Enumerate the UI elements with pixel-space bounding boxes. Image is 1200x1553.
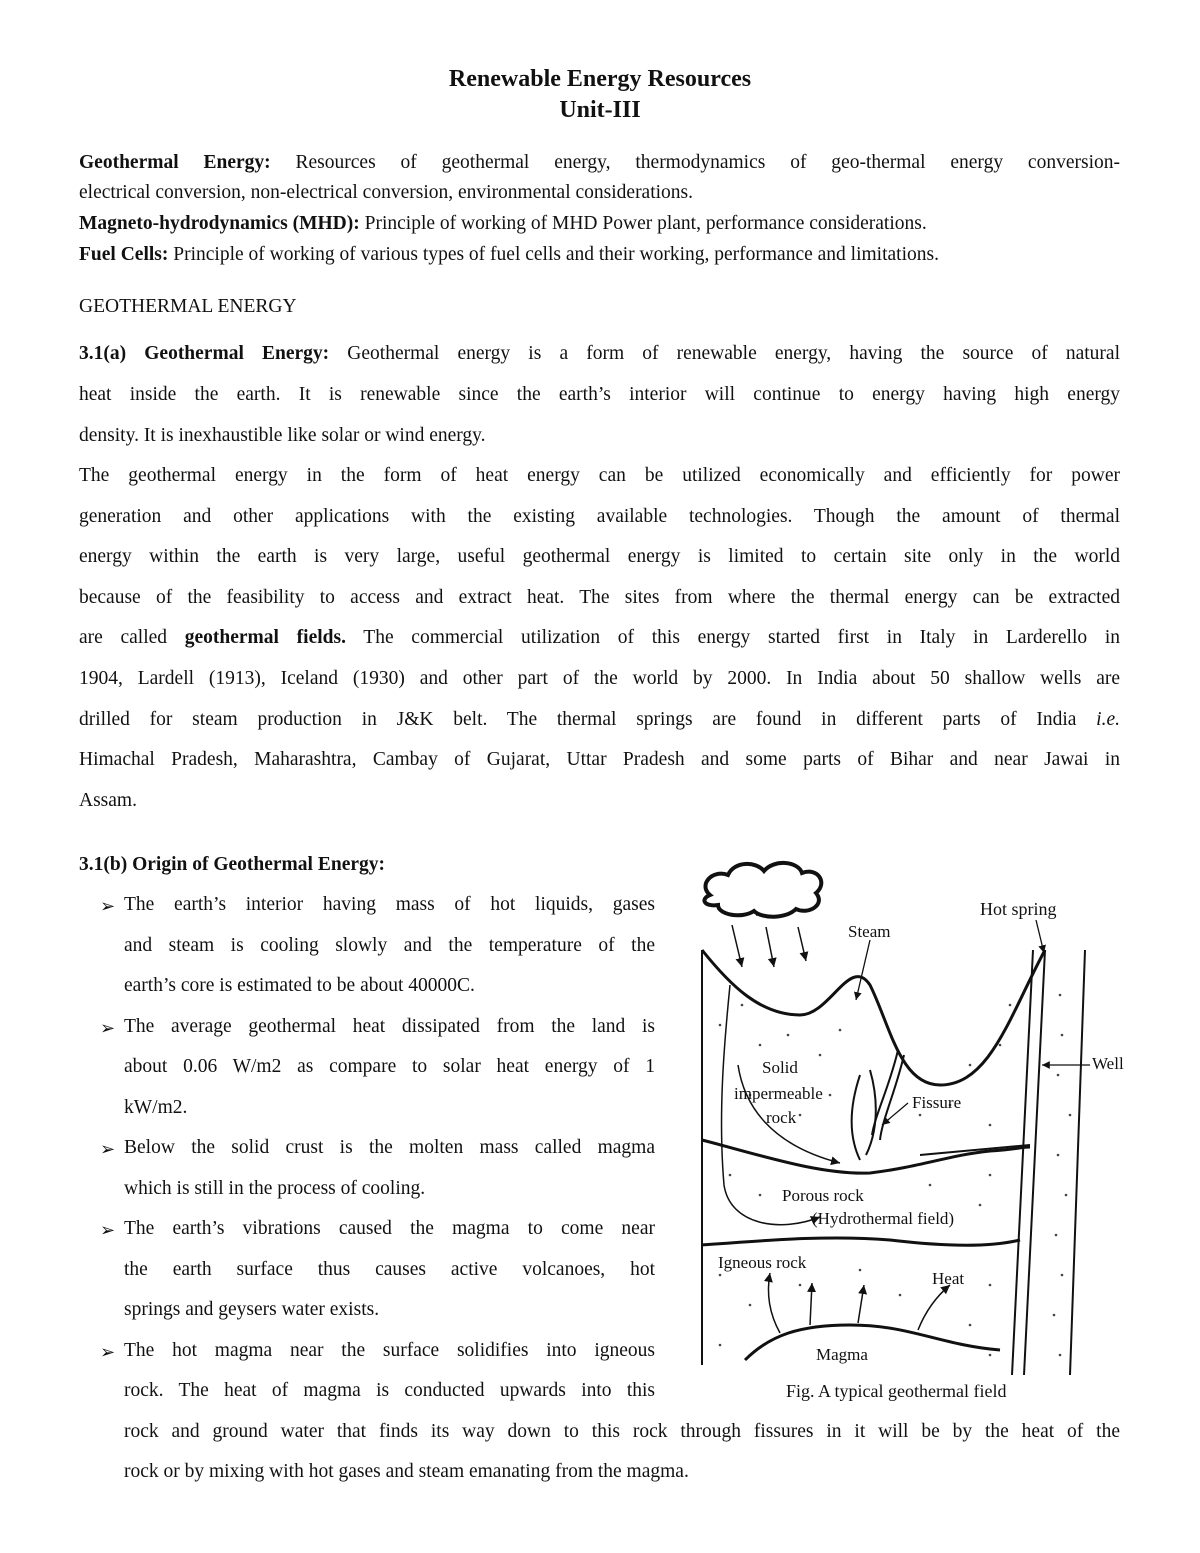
bullet-1-line-2: and steam is cooling slowly and the temperature of the xyxy=(124,935,655,956)
bullet-5-line-1: The hot magma near the surface solidifies into igneous xyxy=(124,1340,655,1361)
rain-arrows xyxy=(732,925,806,967)
bullet-3-line-2: which is still in the process of cooling. xyxy=(124,1178,426,1199)
syllabus-fuel-text: Principle of working of various types of fuel cells and their working, performance and limitations. xyxy=(168,244,939,265)
well-pipe xyxy=(1012,950,1045,1375)
bullet-5-line-3: rock and ground water that finds its way down to this rock through fissures in it will be by the heat of the xyxy=(124,1421,1120,1442)
label-steam: Steam xyxy=(848,922,891,941)
bullet-4-line-2: the earth surface thus causes active volcanoes, hot xyxy=(124,1259,655,1280)
syllabus-geo-label: Geothermal Energy: xyxy=(79,152,271,173)
s31a-p2-line-4: because of the feasibility to access and extract heat. The sites from where the thermal energy can be extracted xyxy=(79,587,1120,608)
bullet-4-marker: ➢ xyxy=(100,1220,116,1240)
s31a-line-2: heat inside the earth. It is renewable since the earth’s interior will continue to energy having high energy xyxy=(79,384,1120,405)
bullet-1-line-3: earth’s core is estimated to be about 40000C. xyxy=(124,975,475,996)
s31a-p2-line-7 xyxy=(79,709,1120,731)
syllabus-fuel-label: Fuel Cells: xyxy=(79,244,169,265)
s31a-p2-line-9: Assam. xyxy=(79,790,137,811)
bullet-5-line-4: rock or by mixing with hot gases and steam emanating from the magma. xyxy=(124,1461,689,1482)
s31a-p2-line-6: 1904, Lardell (1913), Iceland (1930) and other part of the world by 2000. In India about 50 shallow wells are xyxy=(79,668,1120,689)
label-well: Well xyxy=(1092,1054,1124,1073)
label-solid-1: Solid xyxy=(762,1058,798,1077)
syllabus-mhd-text: Principle of working of MHD Power plant, performance considerations. xyxy=(359,213,927,234)
label-solid-2: impermeable xyxy=(734,1084,823,1103)
bullet-3-marker: ➢ xyxy=(100,1139,116,1159)
syllabus-mhd xyxy=(79,213,927,235)
bullet-1-marker: ➢ xyxy=(100,896,116,916)
label-hot-spring: Hot spring xyxy=(980,899,1057,919)
geothermal-fields-term: geothermal fields. xyxy=(184,627,346,648)
bullet-1-line-1: The earth’s interior having mass of hot liquids, gases xyxy=(124,894,655,915)
syllabus-fuel xyxy=(79,244,939,266)
bullet-2-marker: ➢ xyxy=(100,1018,116,1038)
bullet-3-line-1: Below the solid crust is the molten mass called magma xyxy=(124,1137,655,1158)
bullet-2-line-2: about 0.06 W/m2 as compare to solar heat energy of 1 xyxy=(124,1056,655,1077)
bullet-5-marker: ➢ xyxy=(100,1342,116,1362)
bullet-2-line-3: kW/m2. xyxy=(124,1097,188,1118)
s31a-p2-line-2: generation and other applications with the existing available technologies. Though the amount of thermal xyxy=(79,506,1120,527)
s31b-heading: 3.1(b) Origin of Geothermal Energy: xyxy=(79,854,385,875)
label-pointers xyxy=(856,920,1090,1125)
s31a-text-1: Geothermal energy is a form of renewable energy, having the source of natural xyxy=(329,343,1121,364)
syllabus-geo-line-2: electrical conversion, non-electrical conversion, environmental considerations. xyxy=(79,182,694,203)
label-igneous: Igneous rock xyxy=(718,1253,807,1272)
bullet-2-line-1: The average geothermal heat dissipated from the land is xyxy=(124,1016,655,1037)
s31a-p2-line-5a: are called xyxy=(79,627,185,648)
s31a-line-3: density. It is inexhaustible like solar or wind energy. xyxy=(79,425,486,446)
section-heading: GEOTHERMAL ENERGY xyxy=(79,296,297,317)
bullet-4-line-3: springs and geysers water exists. xyxy=(124,1299,380,1320)
bullet-5-line-2: rock. The heat of magma is conducted upwards into this xyxy=(124,1380,655,1401)
cloud-icon xyxy=(704,863,821,917)
syllabus-geo-line-1 xyxy=(79,152,1120,174)
s31a-p2-line-7a: drilled for steam production in J&K belt. The thermal springs are found in different parts of India xyxy=(79,709,1097,730)
s31a-p2-line-3: energy within the earth is very large, useful geothermal energy is limited to certain site only in the world xyxy=(79,546,1120,567)
geothermal-field-figure xyxy=(690,855,1150,1415)
syllabus-mhd-label: Magneto-hydrodynamics (MHD): xyxy=(79,213,360,234)
bullet-4-line-1: The earth’s vibrations caused the magma to come near xyxy=(124,1218,655,1239)
s31a-p2-line-1: The geothermal energy in the form of heat energy can be utilized economically and efficiently for power xyxy=(79,465,1120,486)
s31a-label: 3.1(a) Geothermal Energy: xyxy=(79,343,330,364)
figure-caption: Fig. A typical geothermal field xyxy=(786,1381,1007,1401)
ie-abbrev: i.e. xyxy=(1096,709,1120,730)
label-heat: Heat xyxy=(932,1269,965,1288)
rock-texture xyxy=(719,994,1072,1357)
s31a-p2-line-8: Himachal Pradesh, Maharashtra, Cambay of Gujarat, Uttar Pradesh and some parts of Bihar and near Jawai in xyxy=(79,749,1120,770)
label-solid-3: rock xyxy=(766,1108,797,1127)
syllabus-geo-text-1: Resources of geothermal energy, thermodynamics of geo-thermal energy conversion- xyxy=(270,152,1120,173)
label-fissure: Fissure xyxy=(912,1093,962,1112)
unit-title: Unit-III xyxy=(559,97,641,123)
label-magma: Magma xyxy=(816,1345,868,1364)
s31a-p2-line-5c: The commercial utilization of this energy started first in Italy in Larderello in xyxy=(345,627,1120,648)
s31a-line-1 xyxy=(79,343,1120,365)
doc-title: Renewable Energy Resources xyxy=(448,66,752,92)
label-porous-1: Porous rock xyxy=(782,1186,864,1205)
label-porous-2: (Hydrothermal field) xyxy=(812,1209,955,1228)
s31a-p2-line-5 xyxy=(79,627,1120,649)
